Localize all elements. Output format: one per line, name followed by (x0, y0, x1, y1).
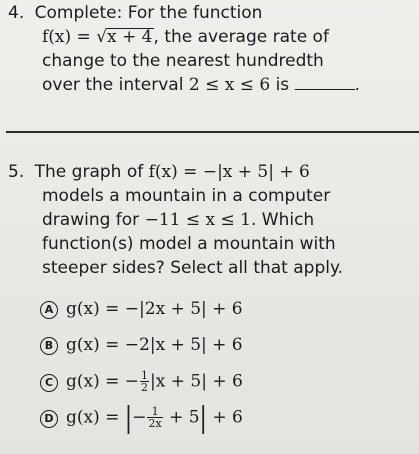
choice-d-circle-icon[interactable]: D (40, 410, 58, 428)
choice-c-expression-pre: g(x) = − (66, 371, 140, 392)
question-4-text-4: over the interval (42, 75, 189, 95)
choice-d-numerator: 1 (147, 406, 162, 418)
question-4-period: . (354, 75, 360, 95)
choice-d-abs-bar-right: | (199, 401, 207, 435)
choice-d[interactable] (40, 401, 243, 435)
choice-c-circle-icon[interactable]: C (40, 374, 58, 392)
choice-a-circle-icon[interactable]: A (40, 301, 58, 319)
choice-d-fraction (147, 406, 162, 429)
question-4-interval: 2 ≤ x ≤ 6 (188, 75, 271, 95)
question-5-function: f(x) = −|x + 5| + 6 (148, 162, 310, 182)
question-4-line-1 (8, 3, 262, 23)
choice-b-circle-icon[interactable]: B (40, 337, 58, 355)
question-5-text-1: The graph of (34, 162, 149, 182)
answer-blank[interactable] (295, 75, 355, 90)
question-4-line-3: change to the nearest hundredth (42, 51, 324, 71)
choice-b-expression: g(x) = −2|x + 5| + 6 (66, 335, 243, 355)
choice-c-fraction (140, 370, 149, 393)
question-4-line-4 (42, 75, 360, 95)
choice-d-expression-pre: g(x) = (66, 407, 125, 428)
choice-d-denominator: 2x (148, 417, 162, 430)
question-5-interval: −11 ≤ x ≤ 1 (144, 210, 251, 230)
question-4-text-is: is (270, 75, 290, 95)
sqrt-symbol: √ (96, 27, 108, 47)
choice-c-expression-post: |x + 5| + 6 (150, 371, 243, 392)
question-4-text-1: Complete: For the function (34, 3, 263, 23)
question-5-line-1 (8, 162, 310, 182)
question-5-line-2: models a mountain in a computer (42, 186, 331, 206)
function-radicand: x + 4 (107, 27, 153, 47)
question-5-text-which: . Which (250, 210, 315, 230)
question-5-number: 5. (8, 162, 25, 182)
choice-a[interactable] (40, 298, 243, 320)
choice-d-inner-post: + 5 (163, 407, 200, 428)
choice-d-expression-post: + 6 (206, 407, 243, 428)
choice-d-abs-bar-left: | (124, 401, 133, 435)
choice-c-numerator: 1 (141, 369, 149, 382)
question-5-line-5: steeper sides? Select all that apply. (42, 258, 344, 278)
choice-b[interactable] (40, 334, 243, 356)
question-4-number: 4. (8, 3, 25, 23)
question-5-text-3: drawing for (42, 210, 145, 230)
question-4-text-2: , the average rate of (153, 27, 329, 47)
choice-d-inner-pre: − (132, 407, 147, 428)
question-4-line-2 (42, 27, 329, 47)
question-5-line-3 (42, 210, 314, 230)
choice-a-expression: g(x) = −|2x + 5| + 6 (66, 299, 243, 319)
question-5-line-4: function(s) model a mountain with (42, 234, 336, 254)
function-lhs: f(x) = (42, 27, 97, 47)
question-divider (6, 131, 419, 133)
choice-c-denominator: 2 (141, 381, 149, 394)
choice-c[interactable] (40, 370, 243, 393)
